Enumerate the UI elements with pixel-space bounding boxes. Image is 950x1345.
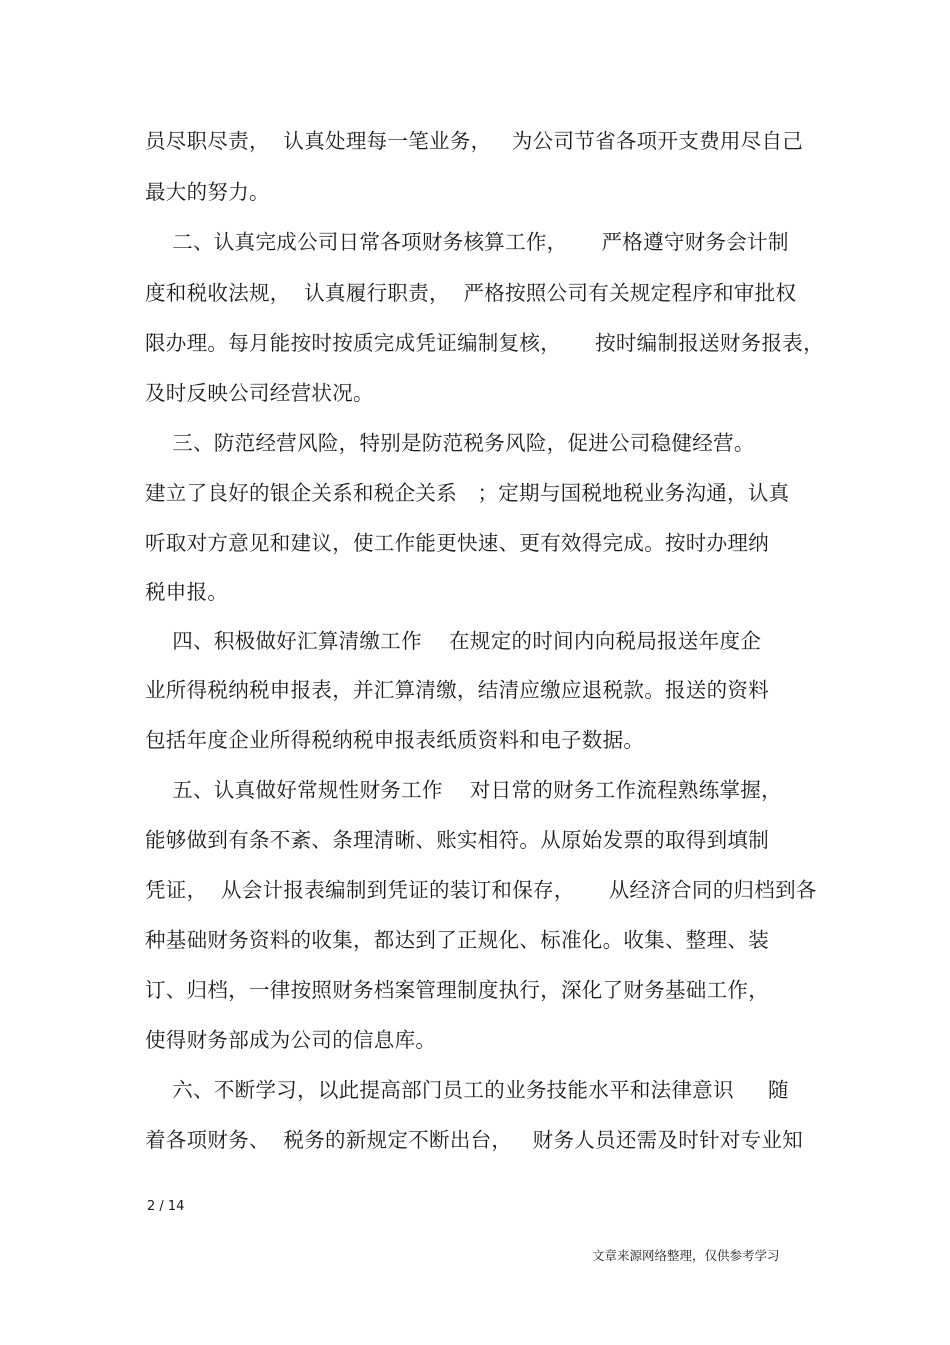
body-text-line: 二、认真完成公司日常各项财务核算工作， 严格遵守财务会计制 <box>145 230 789 254</box>
body-text-line: 包括年度企业所得税纳税申报表纸质资料和电子数据。 <box>145 728 645 752</box>
body-text-line: 能够做到有条不紊、条理清晰、账实相符。从原始发票的取得到填制 <box>145 828 769 852</box>
body-text-line: 业所得税纳税申报表，并汇算清缴，结清应缴应退税款。报送的资料 <box>145 678 769 702</box>
body-text-line: 四、积极做好汇算清缴工作 在规定的时间内向税局报送年度企 <box>145 629 762 653</box>
body-text-line: 税申报。 <box>145 580 229 604</box>
body-text-line: 五、认真做好常规性财务工作 对日常的财务工作流程熟练掌握， <box>145 778 782 802</box>
body-text-line: 建立了良好的银企关系和税企关系 ；定期与国税地税业务沟通，认真 <box>145 481 790 505</box>
footer-note: 文章来源网络整理，仅供参考学习 <box>592 1248 780 1263</box>
body-text-line: 凭证， 从会计报表编制到凭证的装订和保存， 从经济合同的归档到各 <box>145 878 817 902</box>
body-text-line: 三、防范经营风险，特别是防范税务风险，促进公司稳健经营。 <box>145 431 755 455</box>
page-number: 2 / 14 <box>147 1199 185 1214</box>
body-text-line: 种基础财务资料的收集，都达到了正规化、标准化。收集、整理、装 <box>145 928 769 952</box>
body-text-line: 度和税收法规， 认真履行职责， 严格按照公司有关规定程序和审批权 <box>145 281 797 305</box>
body-text-line: 着各项财务、 税务的新规定不断出台， 财务人员还需及时针对专业知 <box>145 1128 804 1152</box>
body-text-line: 最大的努力。 <box>145 180 270 204</box>
body-text-line: 及时反映公司经营状况。 <box>145 381 374 405</box>
body-text-line: 限办理。每月能按时按质完成凭证编制复核， 按时编制报送财务报表， <box>145 331 824 355</box>
body-text-line: 员尽职尽责， 认真处理每一笔业务， 为公司节省各项开支费用尽自己 <box>145 129 804 153</box>
body-text-line: 听取对方意见和建议，使工作能更快速、更有效得完成。按时办理纳 <box>145 531 769 555</box>
body-text-line: 订、归档，一律按照财务档案管理制度执行，深化了财务基础工作， <box>145 978 769 1002</box>
body-text-line: 六、不断学习，以此提高部门员工的业务技能水平和法律意识 随 <box>145 1078 789 1102</box>
body-text-line: 使得财务部成为公司的信息库。 <box>145 1028 437 1052</box>
